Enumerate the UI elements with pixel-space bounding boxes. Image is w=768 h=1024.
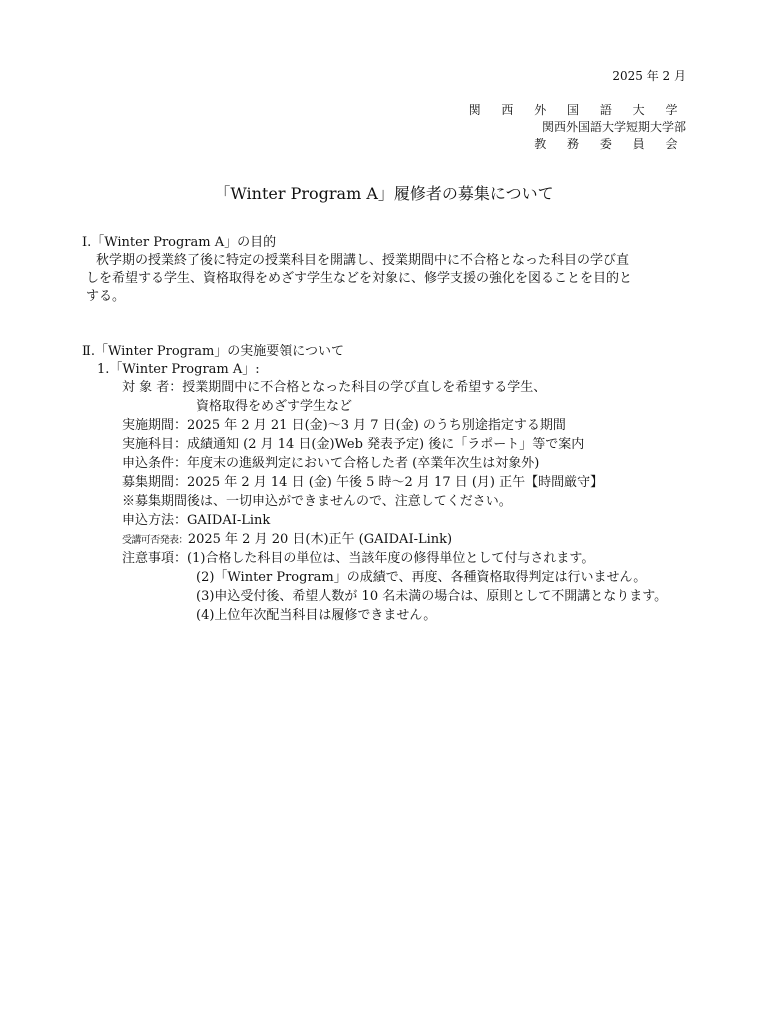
- document-date: 2025 年 2 月: [612, 69, 686, 83]
- requirement-label-target: 対 象 者：: [122, 380, 183, 395]
- org-line-committee: 教 務 委 員 会: [534, 137, 686, 151]
- requirement-row: [122, 380, 546, 396]
- org-line-university: 関 西 外 国 語 大 学: [468, 103, 686, 117]
- requirement-row: [122, 494, 512, 510]
- section1-line-3: する。: [86, 289, 126, 304]
- requirement-label-notes: 注意事項：: [122, 551, 188, 566]
- requirement-value: (1)合格した科目の単位は、当該年度の修得単位として付与されます。: [187, 551, 595, 566]
- requirement-value: 2025 年 2 月 20 日(木)正午 (GAIDAI-Link): [187, 532, 453, 547]
- requirement-value: 成績通知 (2 月 14 日(金)Web 発表予定) 後に「ラポート」等で案内: [187, 437, 585, 452]
- requirement-label-conditions: 申込条件：: [122, 456, 188, 471]
- requirement-value: 2025 年 2 月 21 日(金)～3 月 7 日(金) のうち別途指定する期間: [187, 418, 566, 433]
- requirement-row: [122, 456, 539, 472]
- requirement-row: [196, 570, 646, 586]
- requirement-label-subjects: 実施科目：: [122, 437, 188, 452]
- requirement-row: [196, 399, 352, 415]
- requirement-value: GAIDAI-Link: [187, 513, 271, 528]
- requirement-label-announcement: 受講可否発表：: [122, 535, 188, 546]
- section1-line-2: しを希望する学生、資格取得をめざす学生などを対象に、修学支援の強化を図ることを目的と: [86, 271, 633, 286]
- requirement-label-period: 実施期間：: [122, 418, 188, 433]
- requirement-row: [122, 532, 452, 549]
- requirement-note: (2)「Winter Program」の成績で、再度、各種資格取得判定は行いません。: [196, 570, 647, 585]
- org-line-junior-college: 関西外国語大学短期大学部: [541, 120, 686, 134]
- requirement-label-recruitment: 募集期間：: [122, 475, 188, 490]
- document-title: 「Winter Program A」履修者の募集について: [214, 184, 554, 203]
- section2-subheading: 1.「Winter Program A」:: [97, 362, 260, 377]
- requirement-value: 2025 年 2 月 14 日 (金) 午後 5 時～2 月 17 日 (月) 正午【時間厳守】: [187, 475, 604, 490]
- requirement-row: [122, 475, 603, 491]
- requirement-row: [122, 418, 566, 434]
- requirement-row: [122, 551, 594, 567]
- requirement-row: [196, 589, 667, 605]
- requirement-label-method: 申込方法：: [122, 513, 188, 528]
- requirement-value: 年度末の進級判定において合格した者 (卒業年次生は対象外): [187, 456, 540, 471]
- requirement-row: [122, 437, 584, 453]
- section1-line-1: 秋学期の授業終了後に特定の授業科目を開講し、授業期間中に不合格となった科目の学び直: [96, 253, 630, 268]
- requirement-row: [122, 513, 270, 529]
- section2-heading: Ⅱ.「Winter Program」の実施要領について: [82, 344, 345, 359]
- requirement-value: 授業期間中に不合格となった科目の学び直しを希望する学生、: [182, 380, 547, 395]
- requirement-row: [196, 608, 436, 624]
- requirement-note: (4)上位年次配当科目は履修できません。: [196, 608, 437, 623]
- requirement-note: ※募集期間後は、一切申込ができませんので、注意してください。: [122, 494, 512, 509]
- section1-heading: Ⅰ.「Winter Program A」の目的: [82, 235, 277, 250]
- requirement-note: (3)申込受付後、希望人数が 10 名未満の場合は、原則として不開講となります。: [196, 589, 668, 604]
- requirement-value: 資格取得をめざす学生など: [196, 399, 353, 414]
